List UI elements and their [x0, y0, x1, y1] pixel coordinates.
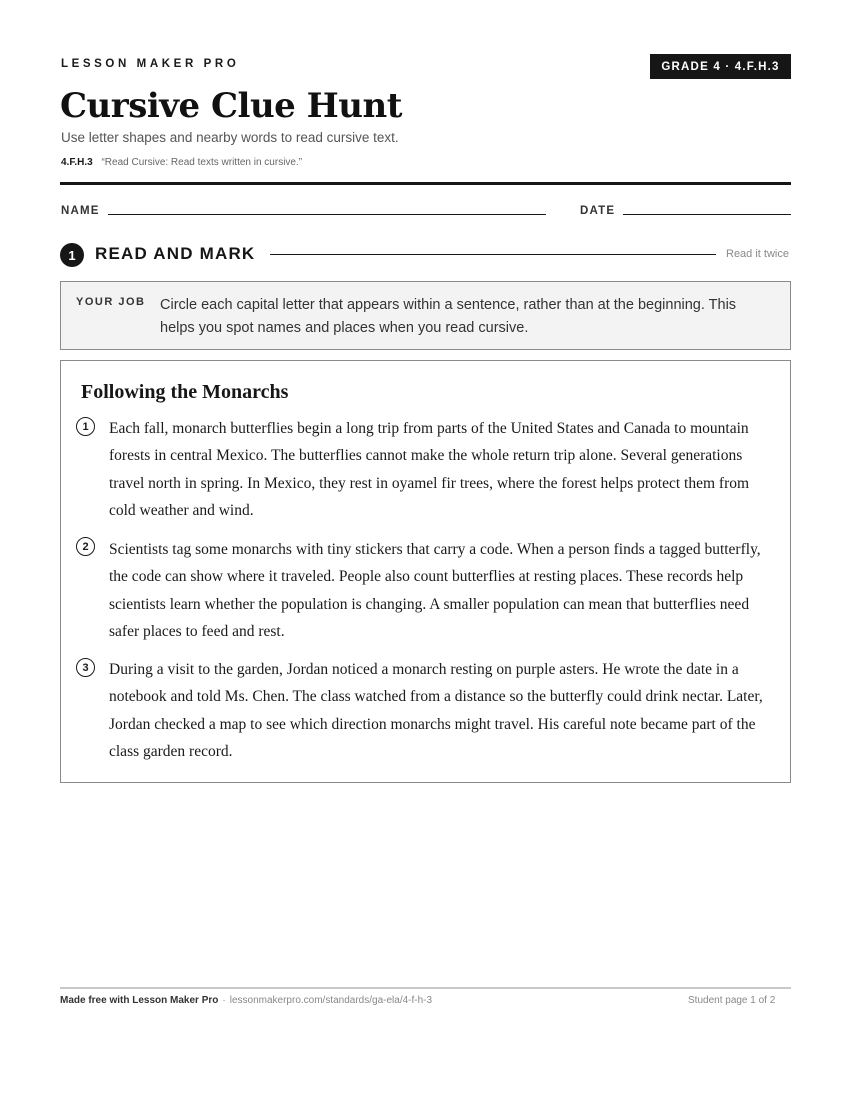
- footer-separator: ·: [222, 995, 226, 1006]
- header-divider: [60, 182, 791, 185]
- job-label: YOUR JOB: [76, 296, 146, 308]
- footer-url[interactable]: lessonmakerpro.com/standards/ga-ela/4-f-h-3: [229, 995, 433, 1006]
- passage-box: [60, 360, 791, 783]
- standard-code: 4.F.H.3: [61, 157, 93, 168]
- standard-line: [61, 157, 302, 168]
- section-number-badge: 1: [60, 243, 84, 267]
- paragraph-1: Each fall, monarch butterflies begin a long trip from parts of the United States and Canada to mountain forests in central Mexico. The butterflies cannot make the whole return trip alone. Several generations travel north in spring. In Mexico, they rest in oyamel fir trees, where the forest helps protect them from cold weather and wind.: [109, 420, 750, 519]
- paragraph-number-3: 3: [76, 658, 95, 677]
- name-label: NAME: [61, 205, 100, 217]
- job-box: [60, 281, 791, 350]
- name-field-line[interactable]: [108, 214, 546, 215]
- paragraph-number-1: 1: [76, 417, 95, 436]
- date-label: DATE: [580, 205, 616, 217]
- grade-badge: GRADE 4 · 4.F.H.3: [650, 54, 791, 79]
- passage-title: Following the Monarchs: [81, 381, 289, 403]
- page-subtitle: Use letter shapes and nearby words to read cursive text.: [61, 130, 399, 145]
- job-instructions: Circle each capital letter that appears within a sentence, rather than at the beginning. This helps you spot names and places when you read cursive.: [160, 297, 737, 336]
- paragraph-number-2: 2: [76, 537, 95, 556]
- brand-name: LESSON MAKER PRO: [61, 58, 240, 70]
- page-title: Cursive Clue Hunt: [60, 86, 402, 126]
- standard-text: “Read Cursive: Read texts written in cursive.”: [101, 157, 303, 168]
- section-note: Read it twice: [726, 248, 789, 260]
- date-field-line[interactable]: [623, 214, 791, 215]
- footer-brand: Made free with Lesson Maker Pro: [60, 995, 219, 1006]
- section-rule: [270, 254, 716, 255]
- section-title: READ AND MARK: [95, 244, 256, 263]
- footer-divider: [60, 987, 791, 989]
- footer-page-number: Student page 1 of 2: [688, 995, 776, 1006]
- paragraph-2: Scientists tag some monarchs with tiny stickers that carry a code. When a person finds a tagged butterfly, the code can show where it traveled. People also count butterflies at resting places. These records help scientists learn whether the population is changing. A smaller population can mean that butterflies need safer places to feed and rest.: [109, 541, 761, 640]
- footer-credit: [60, 995, 432, 1006]
- paragraph-3: During a visit to the garden, Jordan noticed a monarch resting on purple asters. He wrote the date in a notebook and told Ms. Chen. The class watched from a distance so the butterfly could drink nectar. Later, Jordan checked a map to see which direction monarchs might travel. His careful note became part of the class garden record.: [109, 661, 763, 760]
